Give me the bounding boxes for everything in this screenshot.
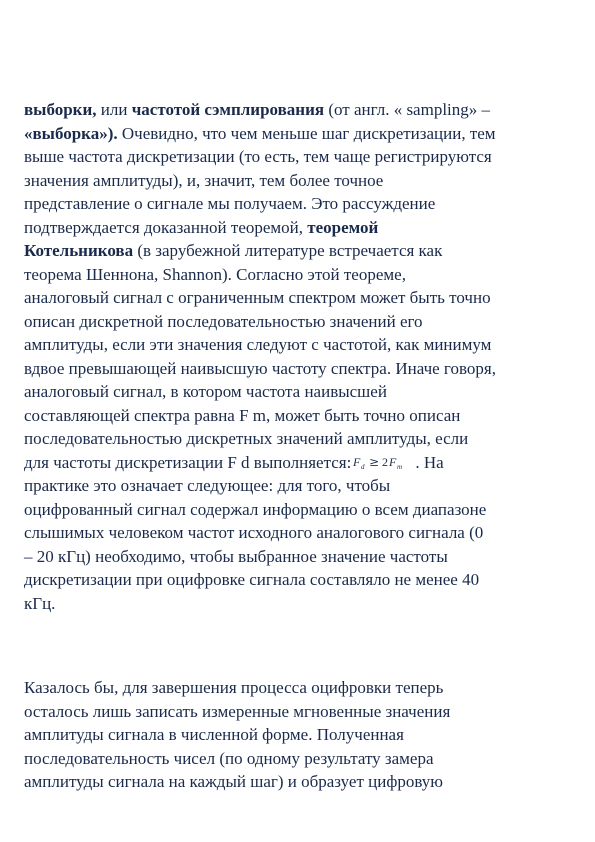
text-line: аналоговый сигнал, в котором частота наивысшей: [24, 382, 387, 401]
text-line: последовательностью дискретных значений амплитуды, если: [24, 429, 469, 448]
text-line: [24, 239, 574, 263]
text-run: (от англ. « sampling» –: [324, 100, 491, 119]
text-run: подтверждается доказанной теоремой,: [24, 217, 308, 237]
text-line: дискретизации при оцифровке сигнала составляло не менее 40: [24, 570, 480, 589]
text-line: оцифрованный сигнал содержал информацию о всем диапазоне: [24, 499, 487, 519]
formula-image: [352, 453, 414, 477]
bold-term: выборки,: [24, 100, 97, 119]
svg-text:≥: ≥: [369, 454, 380, 469]
bold-term: частотой сэмплирования: [131, 100, 325, 119]
text-line: составляющей спектра равна F m, может быть точно описан: [24, 405, 461, 425]
text-line: [24, 98, 574, 122]
text-line: описан дискретной последовательностью значений его: [24, 311, 423, 331]
text-run: . На: [415, 452, 444, 472]
bold-term: «выборка»).: [24, 123, 118, 143]
text-line: амплитуды сигнала на каждый шаг) и образует цифровую: [24, 772, 444, 791]
formula-fd-ge-2fm: [352, 454, 414, 470]
text-line: осталось лишь записать измеренные мгновенные значения: [24, 701, 451, 721]
svg-text:2: 2: [382, 454, 389, 469]
paragraph-sampling-theorem: [24, 98, 574, 615]
text-line: [24, 122, 574, 146]
text-line: амплитуды, если эти значения следуют с частотой, как минимум: [24, 335, 492, 354]
text-run: (в зарубежной литературе встречается как: [133, 241, 443, 260]
text-line: – 20 кГц) необходимо, чтобы выбранное значение частоты: [24, 546, 448, 566]
text-line: амплитуды сигнала в численной форме. Полученная: [24, 725, 404, 744]
text-run: Очевидно, что чем меньше шаг дискретизации, тем: [117, 123, 496, 143]
text-line: значения амплитуды), и, значит, тем более точное: [24, 170, 384, 190]
text-line: теорема Шеннона, Shannon). Согласно этой теореме,: [24, 264, 406, 284]
text-line: Казалось бы, для завершения процесса оцифровки теперь: [24, 678, 444, 697]
svg-text:F: F: [353, 454, 361, 469]
text-line: представление о сигнале мы получаем. Это рассуждение: [24, 194, 436, 213]
text-line: вдвое превышающей наивысшую частоту спектра. Иначе говоря,: [24, 358, 496, 378]
svg-text:d: d: [361, 462, 365, 470]
text-line: выше частота дискретизации (то есть, тем чаще регистрируются: [24, 147, 492, 166]
svg-text:m: m: [397, 462, 403, 470]
text-run: или: [96, 100, 132, 119]
svg-text:F: F: [389, 454, 397, 469]
text-line: последовательность чисел (по одному результату замера: [24, 748, 434, 768]
text-line: [24, 451, 574, 475]
bold-term: теоремой: [307, 217, 379, 237]
text-line: практике это означает следующее: для того, чтобы: [24, 476, 391, 495]
paragraph-digitization: [24, 676, 574, 794]
text-line: [24, 216, 574, 240]
text-run: для частоты дискретизации F d выполняется:: [24, 452, 352, 472]
bold-term: Котельникова: [24, 241, 134, 260]
text-line: кГц.: [24, 593, 56, 613]
text-line: слышимых человеком частот исходного аналогового сигнала (0: [24, 523, 484, 542]
text-line: аналоговый сигнал с ограниченным спектром может быть точно: [24, 288, 491, 307]
